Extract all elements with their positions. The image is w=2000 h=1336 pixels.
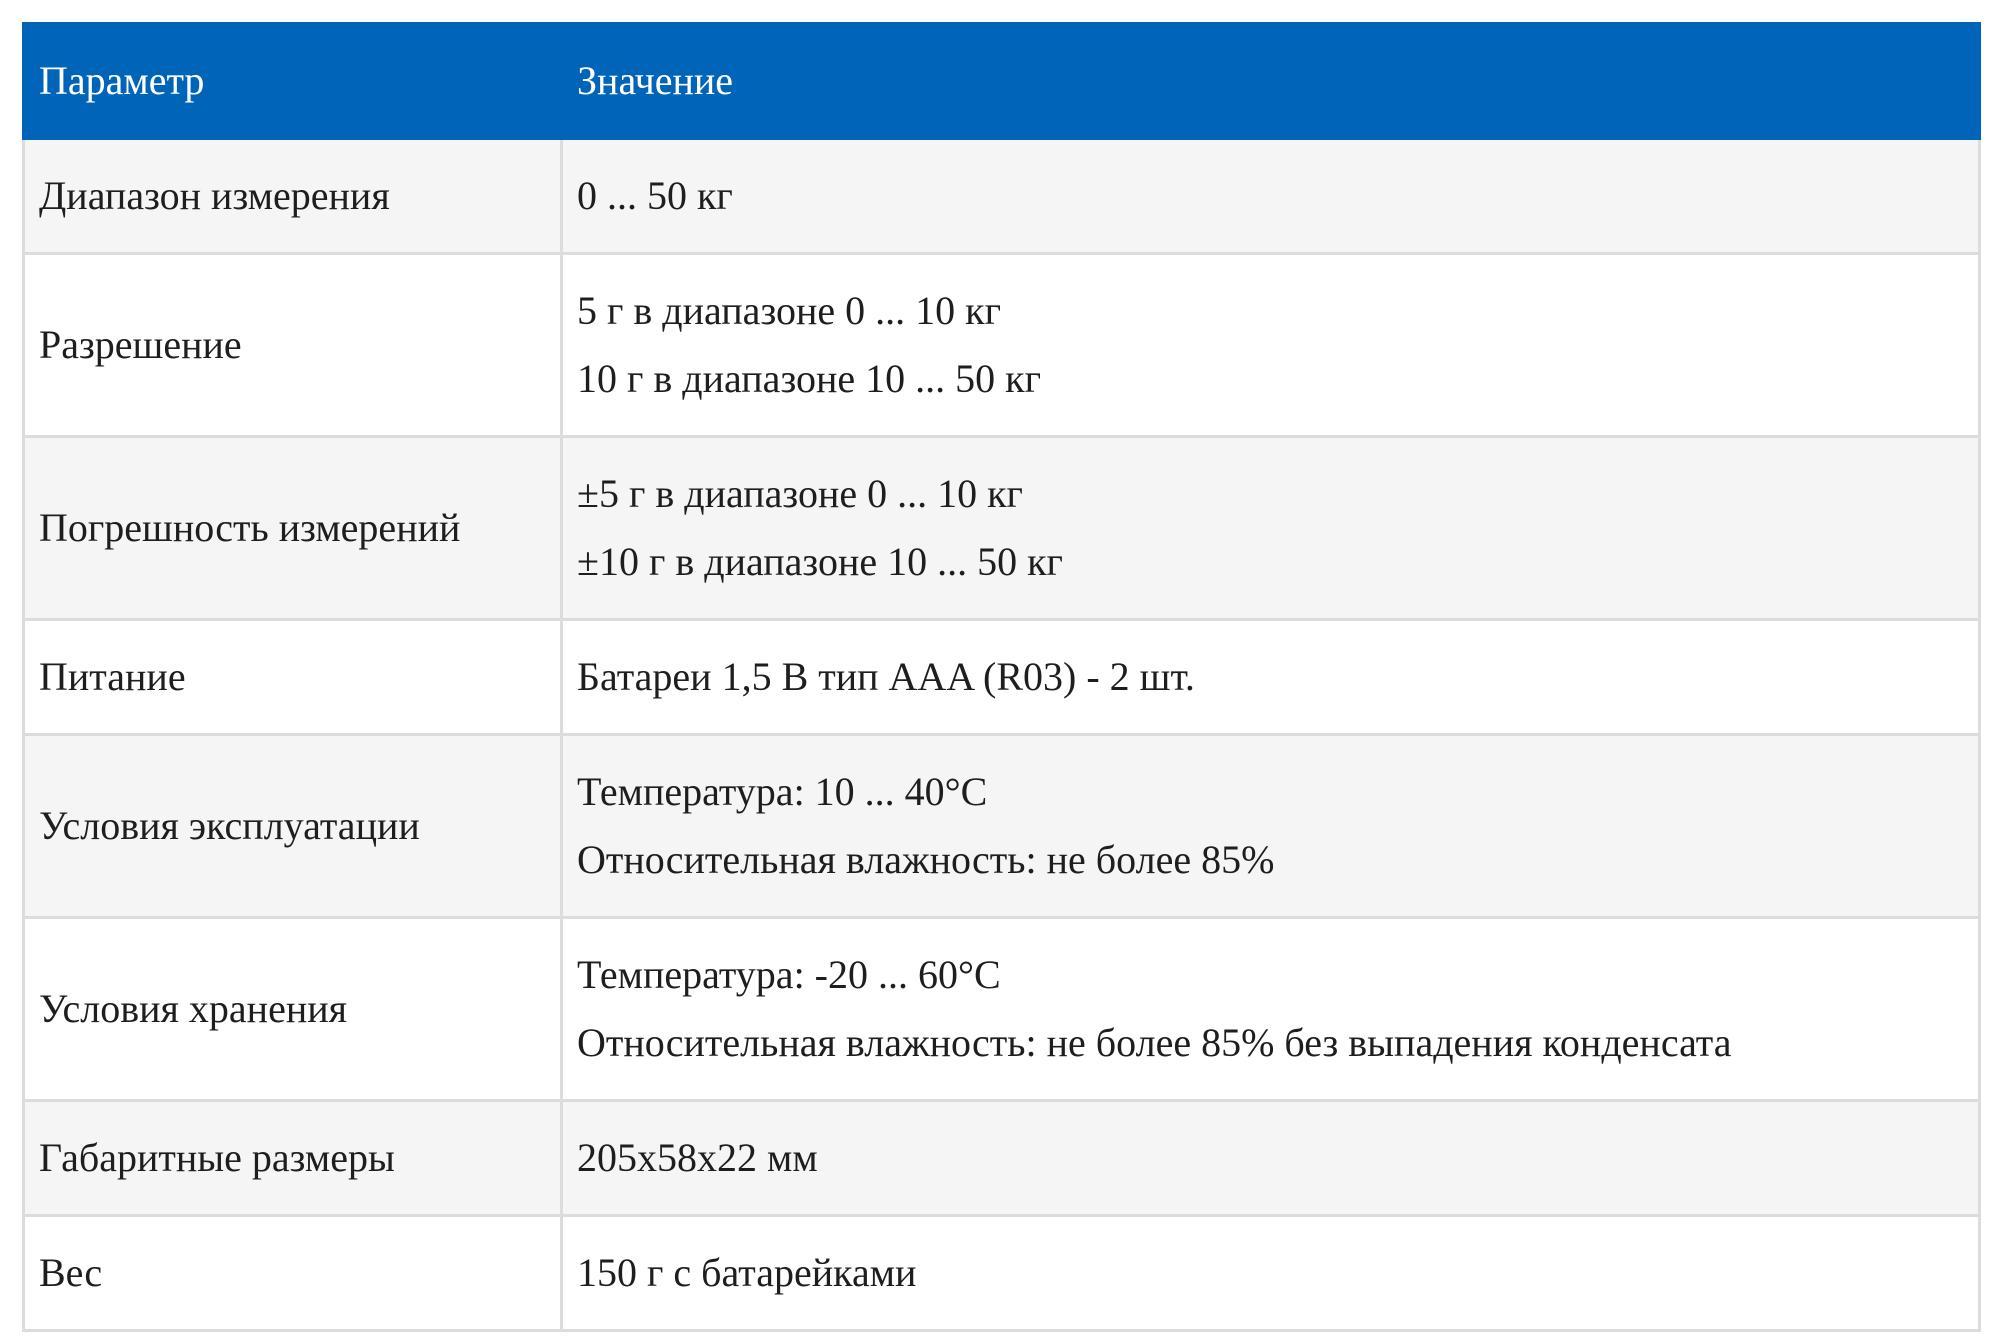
value-cell (562, 620, 1980, 735)
value-line: Температура: -20 ... 60°C (577, 952, 1001, 997)
value-cell (562, 918, 1980, 1101)
value-cell (562, 254, 1980, 437)
param-cell: Погрешность измерений (24, 437, 562, 620)
value-cell (562, 139, 1980, 254)
table-body (24, 139, 1980, 1331)
param-cell: Габаритные размеры (24, 1101, 562, 1216)
table-row (24, 918, 1980, 1101)
value-line: 5 г в диапазоне 0 ... 10 кг (577, 288, 1002, 333)
value-line: 205x58x22 мм (577, 1135, 818, 1180)
param-cell: Диапазон измерения (24, 139, 562, 254)
param-cell: Условия хранения (24, 918, 562, 1101)
value-line: Относительная влажность: не более 85% без выпадения конденсата (577, 1020, 1732, 1065)
value-line: 10 г в диапазоне 10 ... 50 кг (577, 356, 1042, 401)
value-cell (562, 1101, 1980, 1216)
param-cell: Вес (24, 1216, 562, 1331)
header-row (24, 24, 1980, 139)
value-cell (562, 437, 1980, 620)
value-line: ±5 г в диапазоне 0 ... 10 кг (577, 471, 1023, 516)
header-parameter: Параметр (24, 24, 562, 139)
param-cell: Разрешение (24, 254, 562, 437)
table-row (24, 735, 1980, 918)
table-row (24, 1216, 1980, 1331)
value-cell (562, 735, 1980, 918)
param-cell: Питание (24, 620, 562, 735)
table-row (24, 437, 1980, 620)
value-line: Батареи 1,5 В тип AAA (R03) - 2 шт. (577, 654, 1195, 699)
value-cell (562, 1216, 1980, 1331)
value-line: Температура: 10 ... 40°C (577, 769, 988, 814)
value-line: 0 ... 50 кг (577, 173, 733, 218)
table-header (24, 24, 1980, 139)
value-line: Относительная влажность: не более 85% (577, 837, 1275, 882)
table-row (24, 254, 1980, 437)
value-line: 150 г с батарейками (577, 1250, 917, 1295)
table-row (24, 620, 1980, 735)
table-row (24, 139, 1980, 254)
specifications-table (22, 22, 1981, 1332)
value-line: ±10 г в диапазоне 10 ... 50 кг (577, 539, 1063, 584)
table-row (24, 1101, 1980, 1216)
param-cell: Условия эксплуатации (24, 735, 562, 918)
header-value: Значение (562, 24, 1980, 139)
